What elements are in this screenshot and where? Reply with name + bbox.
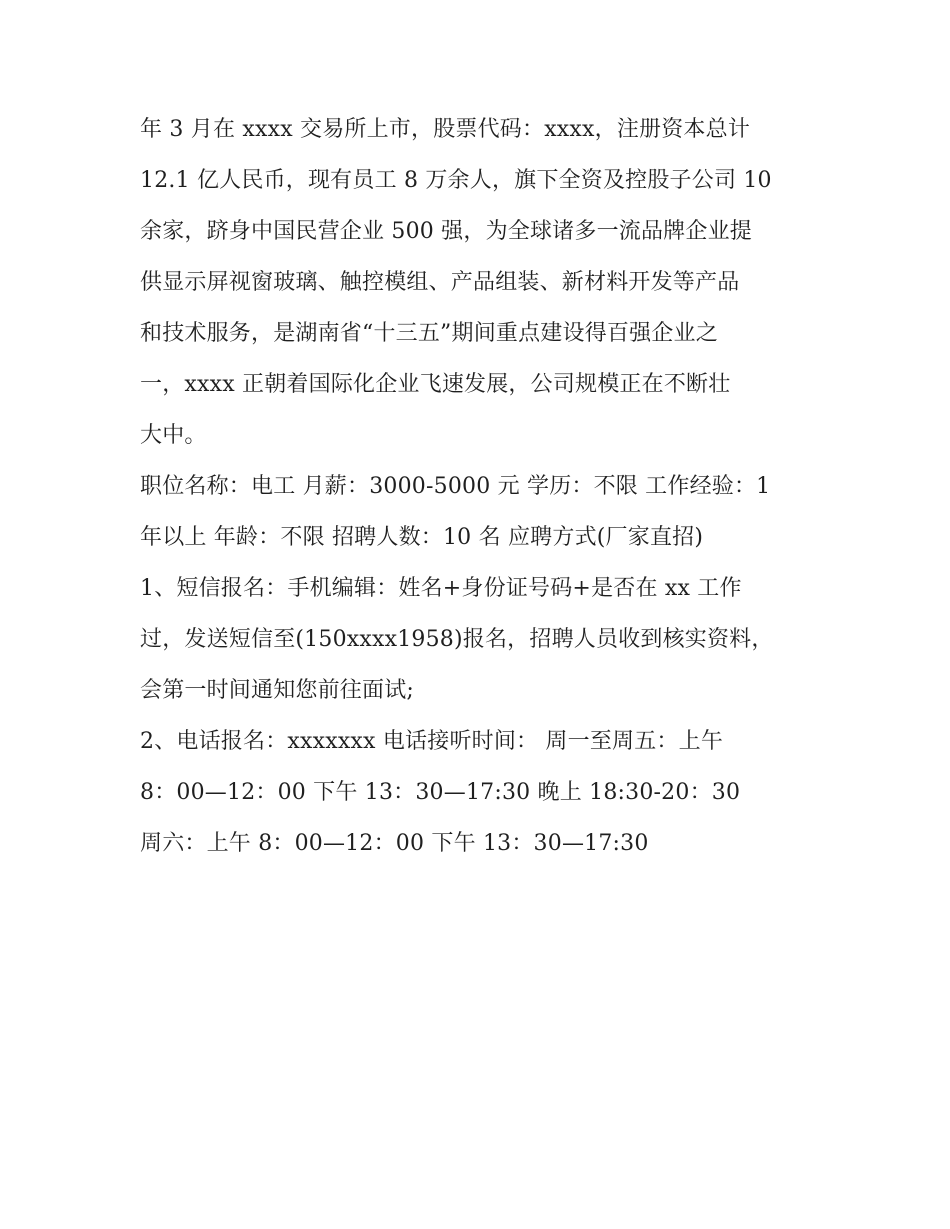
text-line-development: 一，xxxx 正朝着国际化企业飞速发展，公司规模正在不断壮 (140, 372, 731, 397)
text-line-top-500: 余家，跻身中国民营企业 500 强，为全球诸多一流品牌企业提 (140, 219, 752, 244)
text-line-weekday-hours: 8：00—12：00 下午 13：30—17:30 晚上 18:30-20：30 (140, 780, 741, 805)
text-line-interview-notice: 会第一时间通知您前往面试; (140, 678, 415, 703)
text-line-growth: 大中。 (140, 423, 207, 448)
text-line-position-info: 职位名称：电工 月薪：3000-5000 元 学历：不限 工作经验：1 (140, 474, 771, 499)
text-line-phone-signup: 2、电话报名：xxxxxxx 电话接听时间： 周一至周五：上午 (140, 729, 724, 754)
text-line-sms-number: 过，发送短信至(150xxxx1958)报名，招聘人员收到核实资料， (140, 627, 774, 652)
document-body (140, 104, 830, 869)
text-line-requirements: 年以上 年龄：不限 招聘人数：10 名 应聘方式(厂家直招) (140, 525, 704, 550)
text-line-saturday-hours: 周六：上午 8：00—12：00 下午 13：30—17:30 (140, 831, 649, 856)
text-line-hunan-enterprise: 和技术服务，是湖南省“十三五”期间重点建设得百强企业之 (140, 321, 718, 346)
text-line-company-listing: 年 3 月在 xxxx 交易所上市，股票代码：xxxx，注册资本总计 (140, 117, 751, 142)
text-line-capital-employees: 12.1 亿人民币，现有员工 8 万余人，旗下全资及控股子公司 10 (140, 168, 772, 193)
text-line-products: 供显示屏视窗玻璃、触控模组、产品组装、新材料开发等产品 (140, 270, 740, 295)
text-line-sms-signup: 1、短信报名：手机编辑：姓名+身份证号码+是否在 xx 工作 (140, 576, 742, 601)
